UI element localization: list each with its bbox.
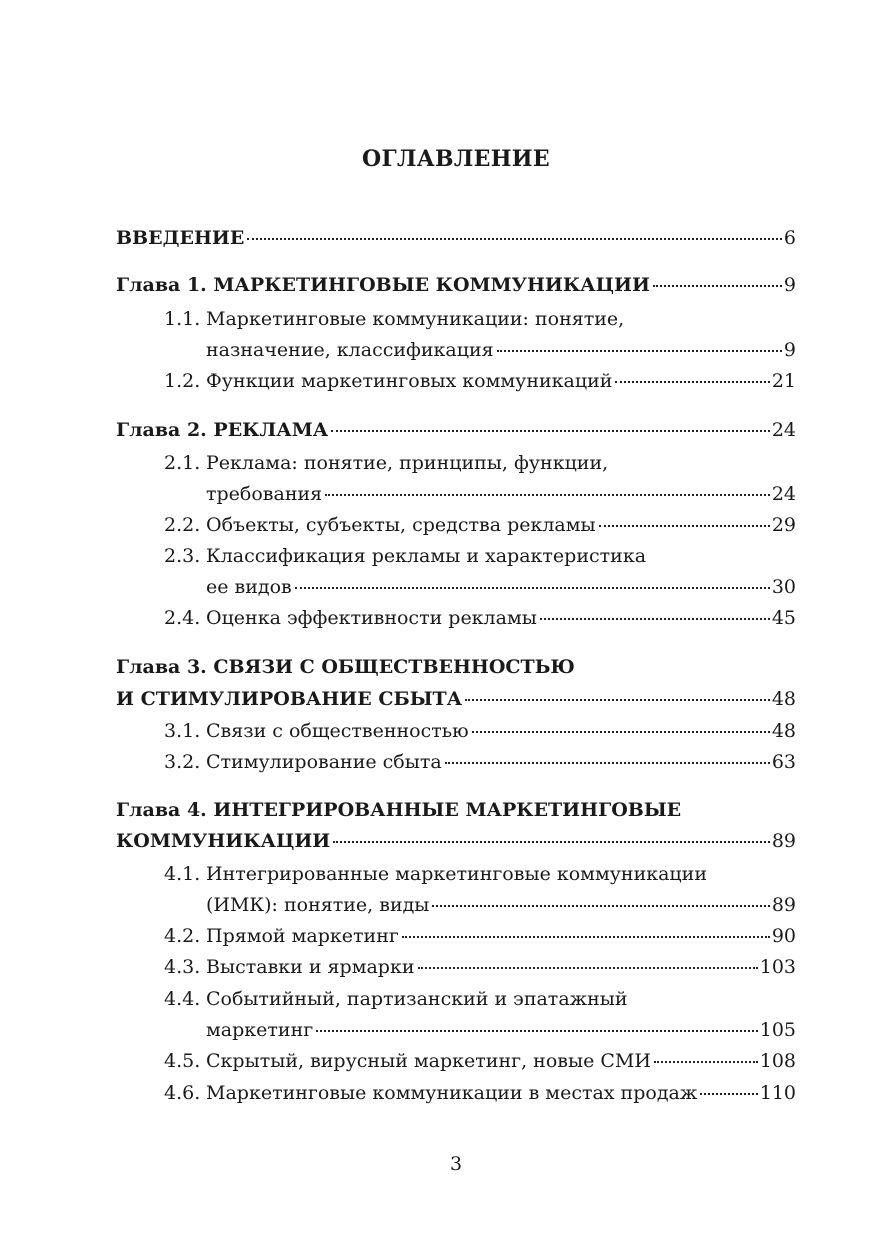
toc-entry-title: маркетинг <box>206 1019 314 1041</box>
section-number: 3.2. <box>164 751 201 773</box>
section-number: 4.4. <box>164 988 201 1010</box>
toc-page-number: 110 <box>759 1082 796 1104</box>
toc-entry-title: Классификация рекламы и характеристика <box>206 545 647 567</box>
toc-entry-title: Глава 3. СВЯЗИ С ОБЩЕСТВЕННОСТЬЮ <box>116 656 575 678</box>
dot-leader <box>402 935 770 938</box>
toc-entry-intro[interactable] <box>116 225 796 251</box>
toc-page-number: 29 <box>771 514 796 536</box>
toc-entry-title: ВВЕДЕНИЕ <box>116 227 245 249</box>
toc-entry-chapter-1[interactable] <box>116 272 796 298</box>
toc-entry-2-2[interactable] <box>164 512 796 538</box>
dot-leader <box>653 284 782 287</box>
toc-entry-3-2[interactable] <box>164 749 796 775</box>
toc-entry-chapter-2[interactable] <box>116 417 796 443</box>
toc-page-number: 63 <box>771 751 796 773</box>
section-number: 2.4. <box>164 607 201 629</box>
toc-entry-4-1[interactable] <box>164 861 796 887</box>
dot-leader <box>472 730 770 733</box>
toc-entry-4-3[interactable] <box>164 954 796 980</box>
toc-entry-title: (ИМК): понятие, виды <box>206 894 430 916</box>
toc-page-number: 48 <box>771 720 796 742</box>
toc-entry-title: Глава 4. ИНТЕГРИРОВАННЫЕ МАРКЕТИНГОВЫЕ <box>116 799 682 821</box>
section-number: 4.6. <box>164 1082 201 1104</box>
dot-leader <box>295 586 770 589</box>
page-number: 3 <box>449 1153 463 1175</box>
toc-entry-chapter-3-continued[interactable] <box>116 686 796 712</box>
toc-entry-4-4[interactable] <box>164 986 796 1012</box>
section-number: 2.2. <box>164 514 201 536</box>
dot-leader <box>465 698 770 701</box>
section-number: 4.2. <box>164 925 201 947</box>
section-number: 1.1. <box>164 308 201 330</box>
dot-leader <box>325 493 770 496</box>
toc-entry-chapter-4[interactable] <box>116 797 796 823</box>
toc-entry-title: назначение, классификация <box>206 339 494 361</box>
dot-leader <box>247 237 782 240</box>
toc-entry-2-1[interactable] <box>164 450 796 476</box>
toc-page-number: 108 <box>759 1050 796 1072</box>
toc-page-number: 21 <box>771 370 796 392</box>
toc-entry-title: КОММУНИКАЦИИ <box>116 830 331 852</box>
dot-leader <box>333 840 770 843</box>
toc-page-number: 45 <box>771 607 796 629</box>
toc-entry-3-1[interactable] <box>164 718 796 744</box>
toc-entry-2-1-continued[interactable] <box>206 481 796 507</box>
dot-leader <box>700 1092 757 1095</box>
dot-leader <box>418 966 758 969</box>
dot-leader <box>445 761 770 764</box>
section-number: 2.3. <box>164 545 201 567</box>
toc-page-number: 6 <box>783 227 796 249</box>
toc-entry-chapter-3[interactable] <box>116 654 796 680</box>
page-title: ОГЛАВЛЕНИЕ <box>362 146 550 172</box>
section-number: 3.1. <box>164 720 201 742</box>
toc-page-number: 89 <box>771 894 796 916</box>
toc-entry-title: Реклама: понятие, принципы, функции, <box>206 452 609 474</box>
toc-page-number: 24 <box>771 483 796 505</box>
toc-page-number: 89 <box>771 830 796 852</box>
toc-entry-1-1-continued[interactable] <box>206 337 796 363</box>
toc-page-number: 24 <box>771 419 796 441</box>
toc-entry-title: Интегрированные маркетинговые коммуникации <box>206 863 707 885</box>
toc-entry-title: Событийный, партизанский и эпатажный <box>206 988 628 1010</box>
toc-entry-title: Маркетинговые коммуникации: понятие, <box>206 308 625 330</box>
toc-page-number: 105 <box>759 1019 796 1041</box>
toc-entry-4-4-continued[interactable] <box>206 1017 796 1043</box>
toc-entry-4-2[interactable] <box>164 923 796 949</box>
toc-entry-title: Выставки и ярмарки <box>206 956 415 978</box>
toc-page-number: 48 <box>771 688 796 710</box>
toc-entry-2-4[interactable] <box>164 605 796 631</box>
dot-leader <box>432 904 769 907</box>
dot-leader <box>540 617 770 620</box>
toc-entry-title: ее видов <box>206 576 292 598</box>
toc-entry-4-6[interactable] <box>164 1080 796 1106</box>
dot-leader <box>599 524 770 527</box>
toc-entry-4-5[interactable] <box>164 1048 796 1074</box>
toc-page-number: 9 <box>783 339 796 361</box>
toc-page-number: 9 <box>783 274 796 296</box>
toc-page-number: 90 <box>771 925 796 947</box>
toc-entry-title: Прямой маркетинг <box>206 925 399 947</box>
toc-entry-1-2[interactable] <box>164 368 796 394</box>
toc-entry-title: требования <box>206 483 323 505</box>
dot-leader <box>615 380 769 383</box>
toc-entry-title: Глава 2. РЕКЛАМА <box>116 419 329 441</box>
dot-leader <box>497 349 782 352</box>
toc-entry-title: И СТИМУЛИРОВАНИЕ СБЫТА <box>116 688 463 710</box>
dot-leader <box>331 429 770 432</box>
toc-entry-title: Объекты, субъекты, средства рекламы <box>206 514 596 536</box>
toc-entry-chapter-4-continued[interactable] <box>116 828 796 854</box>
toc-entry-1-1[interactable] <box>164 306 796 332</box>
section-number: 1.2. <box>164 370 201 392</box>
section-number: 4.3. <box>164 956 201 978</box>
toc-entry-2-3[interactable] <box>164 543 796 569</box>
toc-entry-title: Глава 1. МАРКЕТИНГОВЫЕ КОММУНИКАЦИИ <box>116 274 650 296</box>
toc-entry-title: Функции маркетинговых коммуникаций <box>206 370 613 392</box>
dot-leader <box>316 1029 758 1032</box>
section-number: 4.5. <box>164 1050 201 1072</box>
toc-entry-title: Стимулирование сбыта <box>206 751 442 773</box>
toc-entry-title: Оценка эффективности рекламы <box>206 607 537 629</box>
dot-leader <box>654 1060 758 1063</box>
toc-page-number: 30 <box>771 576 796 598</box>
section-number: 4.1. <box>164 863 201 885</box>
toc-entry-4-1-continued[interactable] <box>206 892 796 918</box>
toc-entry-title: Связи с общественностью <box>206 720 469 742</box>
toc-page-number: 103 <box>759 956 796 978</box>
toc-entry-title: Маркетинговые коммуникации в местах продаж <box>206 1082 698 1104</box>
toc-entry-2-3-continued[interactable] <box>206 574 796 600</box>
toc-entry-title: Скрытый, вирусный маркетинг, новые СМИ <box>206 1050 651 1072</box>
section-number: 2.1. <box>164 452 201 474</box>
